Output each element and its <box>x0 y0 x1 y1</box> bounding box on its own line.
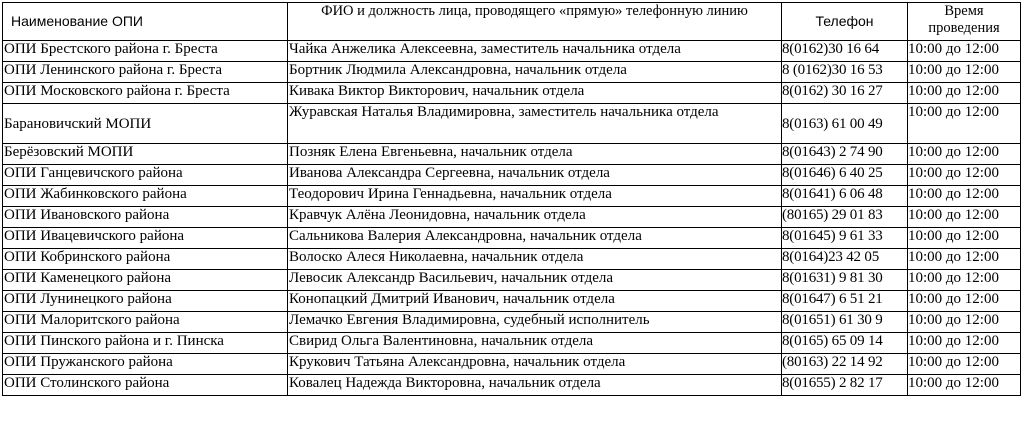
table-row <box>3 375 1021 396</box>
cell-time: 10:00 до 12:00 <box>908 144 1021 165</box>
cell-time: 10:00 до 12:00 <box>908 186 1021 207</box>
cell-phone: 8(0162)30 16 64 <box>782 41 908 62</box>
cell-time: 10:00 до 12:00 <box>908 270 1021 291</box>
cell-time: 10:00 до 12:00 <box>908 83 1021 104</box>
hotline-table <box>2 2 1021 396</box>
table-row <box>3 228 1021 249</box>
cell-time: 10:00 до 12:00 <box>908 104 1021 144</box>
cell-phone: 8 (0162)30 16 53 <box>782 62 908 83</box>
cell-office: ОПИ Пружанского района <box>3 354 288 375</box>
table-row <box>3 144 1021 165</box>
cell-official: Бортник Людмила Александровна, начальник отдела <box>288 62 782 83</box>
cell-phone: (80165) 29 01 83 <box>782 207 908 228</box>
cell-official: Свирид Ольга Валентиновна, начальник отдела <box>288 333 782 354</box>
cell-office: ОПИ Каменецкого района <box>3 270 288 291</box>
cell-office: ОПИ Ганцевичского района <box>3 165 288 186</box>
cell-phone: 8(01631) 9 81 30 <box>782 270 908 291</box>
cell-time: 10:00 до 12:00 <box>908 62 1021 83</box>
cell-official: Кравчук Алёна Леонидовна, начальник отдела <box>288 207 782 228</box>
cell-time: 10:00 до 12:00 <box>908 354 1021 375</box>
cell-official: Лемачко Евгения Владимировна, судебный исполнитель <box>288 312 782 333</box>
cell-phone: 8(0164)23 42 05 <box>782 249 908 270</box>
table-row <box>3 291 1021 312</box>
header-official: ФИО и должность лица, проводящего «прямую» телефонную линию <box>288 3 782 41</box>
cell-office: ОПИ Кобринского района <box>3 249 288 270</box>
cell-time: 10:00 до 12:00 <box>908 228 1021 249</box>
table-row <box>3 62 1021 83</box>
cell-phone: 8(01646) 6 40 25 <box>782 165 908 186</box>
cell-time: 10:00 до 12:00 <box>908 312 1021 333</box>
cell-time: 10:00 до 12:00 <box>908 207 1021 228</box>
cell-phone: 8(0162) 30 16 27 <box>782 83 908 104</box>
table-row <box>3 165 1021 186</box>
cell-official: Теодорович Ирина Геннадьевна, начальник отдела <box>288 186 782 207</box>
header-office: Наименование ОПИ <box>3 3 288 41</box>
cell-official: Волоско Алеся Николаевна, начальник отдела <box>288 249 782 270</box>
cell-phone: 8(01643) 2 74 90 <box>782 144 908 165</box>
cell-phone: 8(01647) 6 51 21 <box>782 291 908 312</box>
cell-official: Крукович Татьяна Александровна, начальник отдела <box>288 354 782 375</box>
cell-official: Конопацкий Дмитрий Иванович, начальник отдела <box>288 291 782 312</box>
header-time: Время проведения <box>908 3 1021 41</box>
table-row <box>3 249 1021 270</box>
cell-time: 10:00 до 12:00 <box>908 333 1021 354</box>
cell-phone: 8(0165) 65 09 14 <box>782 333 908 354</box>
cell-official: Позняк Елена Евгеньевна, начальник отдела <box>288 144 782 165</box>
cell-office: ОПИ Пинского района и г. Пинска <box>3 333 288 354</box>
cell-time: 10:00 до 12:00 <box>908 375 1021 396</box>
cell-official: Журавская Наталья Владимировна, заместитель начальника отдела <box>288 104 782 144</box>
cell-office: ОПИ Лунинецкого района <box>3 291 288 312</box>
cell-time: 10:00 до 12:00 <box>908 165 1021 186</box>
table-row <box>3 207 1021 228</box>
cell-office: Барановичский МОПИ <box>3 104 288 144</box>
cell-official: Иванова Александра Сергеевна, начальник отдела <box>288 165 782 186</box>
table-row <box>3 41 1021 62</box>
cell-office: ОПИ Столинского района <box>3 375 288 396</box>
cell-official: Сальникова Валерия Александровна, начальник отдела <box>288 228 782 249</box>
hotline-schedule <box>2 2 1021 396</box>
cell-office: ОПИ Ивановского района <box>3 207 288 228</box>
cell-official: Левосик Александр Васильевич, начальник отдела <box>288 270 782 291</box>
cell-time: 10:00 до 12:00 <box>908 41 1021 62</box>
header-row <box>3 3 1021 41</box>
cell-official: Ковалец Надежда Викторовна, начальник отдела <box>288 375 782 396</box>
cell-office: ОПИ Ленинского района г. Бреста <box>3 62 288 83</box>
cell-official: Кивака Виктор Викторович, начальник отдела <box>288 83 782 104</box>
cell-phone: 8(01641) 6 06 48 <box>782 186 908 207</box>
cell-phone: 8(0163) 61 00 49 <box>782 104 908 144</box>
cell-office: ОПИ Малоритского района <box>3 312 288 333</box>
table-row <box>3 83 1021 104</box>
cell-time: 10:00 до 12:00 <box>908 249 1021 270</box>
table-row <box>3 333 1021 354</box>
cell-office: ОПИ Жабинковского района <box>3 186 288 207</box>
cell-phone: (80163) 22 14 92 <box>782 354 908 375</box>
cell-phone: 8(01655) 2 82 17 <box>782 375 908 396</box>
table-row <box>3 270 1021 291</box>
table-row <box>3 312 1021 333</box>
cell-office: ОПИ Брестского района г. Бреста <box>3 41 288 62</box>
header-phone: Телефон <box>782 3 908 41</box>
cell-time: 10:00 до 12:00 <box>908 291 1021 312</box>
table-row <box>3 186 1021 207</box>
cell-phone: 8(01645) 9 61 33 <box>782 228 908 249</box>
cell-office: Берёзовский МОПИ <box>3 144 288 165</box>
table-row <box>3 354 1021 375</box>
cell-official: Чайка Анжелика Алексеевна, заместитель начальника отдела <box>288 41 782 62</box>
table-row <box>3 104 1021 144</box>
cell-phone: 8(01651) 61 30 9 <box>782 312 908 333</box>
cell-office: ОПИ Ивацевичского района <box>3 228 288 249</box>
cell-office: ОПИ Московского района г. Бреста <box>3 83 288 104</box>
